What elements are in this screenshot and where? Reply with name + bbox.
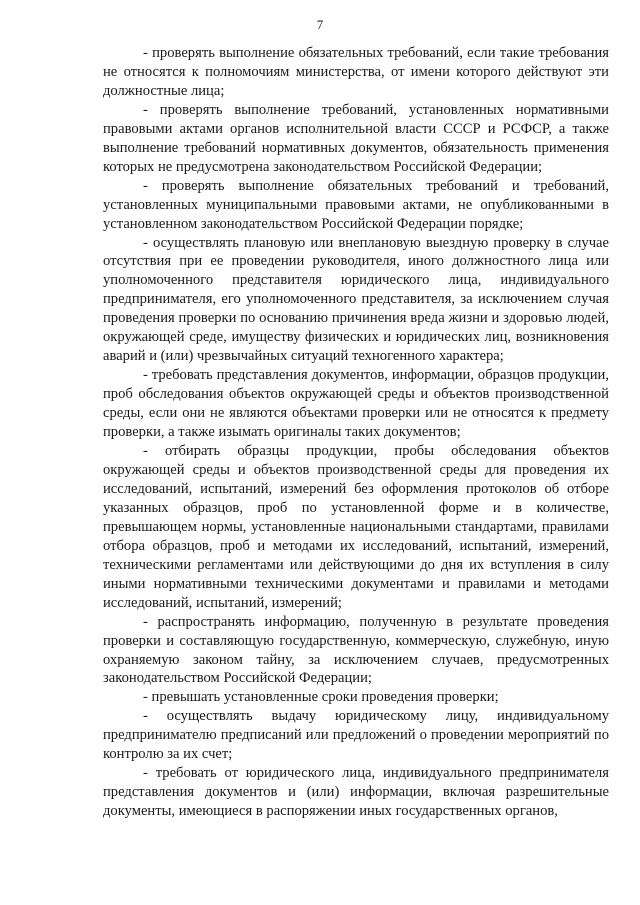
- paragraph: - осуществлять плановую или внеплановую выездную проверку в случае отсутствия при ее проведении руководителя, иного должностного лица или уполномоченного представителя юридического лица, индивидуального предпринимателя, его уполномоченного представителя, за исключением случая проведения проверки по основанию причинения вреда жизни и здоровью людей, окружающей среде, имуществу физических и юридических лиц, возникновения аварий и (или) чрезвычайных ситуаций техногенного характера;: [103, 234, 609, 365]
- paragraph: - требовать от юридического лица, индивидуального предпринимателя представления документов и (или) информации, включая разрешительные документы, имеющиеся в распоряжении иных государственных органов,: [103, 765, 609, 820]
- paragraph: - осуществлять выдачу юридическому лицу, индивидуальному предпринимателю предписаний или предложений о проведении мероприятий по контролю за их счет;: [103, 708, 609, 763]
- paragraph: - проверять выполнение обязательных требований, если такие требования не относятся к полномочиям министерства, от имени которого действуют эти должностные лица;: [103, 45, 609, 99]
- paragraph: - проверять выполнение требований, установленных нормативными правовыми актами органов исполнительной власти СССР и РСФСР, а также выполнение требований нормативных документов, обязательность применения которых не предусмотрена законодательством Российской Федерации;: [103, 101, 609, 175]
- paragraph: - распространять информацию, полученную в результате проведения проверки и составляющую государственную, коммерческую, служебную, иную охраняемую законом тайну, за исключением случаев, предусмотренных законодательством Российской Федерации;: [103, 613, 609, 687]
- paragraph: - проверять выполнение обязательных требований и требований, установленных муниципальными правовыми актами, не опубликованными в установленном законодательством Российской Федерации порядке;: [103, 177, 609, 232]
- paragraph: - отбирать образцы продукции, пробы обследования объектов окружающей среды и объектов производственной среды для проведения их исследований, испытаний, измерений без оформления протоколов об отборе указанных образцов, проб по установленной форме и в количестве, превышающем нормы, установленные национальными стандартами, правилами отбора образцов, проб и методами их исследований, испытаний, измерений, техническими регламентами или действующими до дня их вступления в силу иными нормативными техническими документами и правилами и методами исследований, испытаний, измерений;: [103, 443, 609, 611]
- paragraph: - требовать представления документов, информации, образцов продукции, проб обследования объектов окружающей среды и объектов производственной среды, если они не являются объектами проверки или не относятся к предмету проверки, а также изымать оригиналы таких документов;: [103, 367, 609, 441]
- document-body: [103, 44, 609, 821]
- page-number: 7: [316, 17, 324, 32]
- paragraph: - превышать установленные сроки проведения проверки;: [143, 689, 499, 706]
